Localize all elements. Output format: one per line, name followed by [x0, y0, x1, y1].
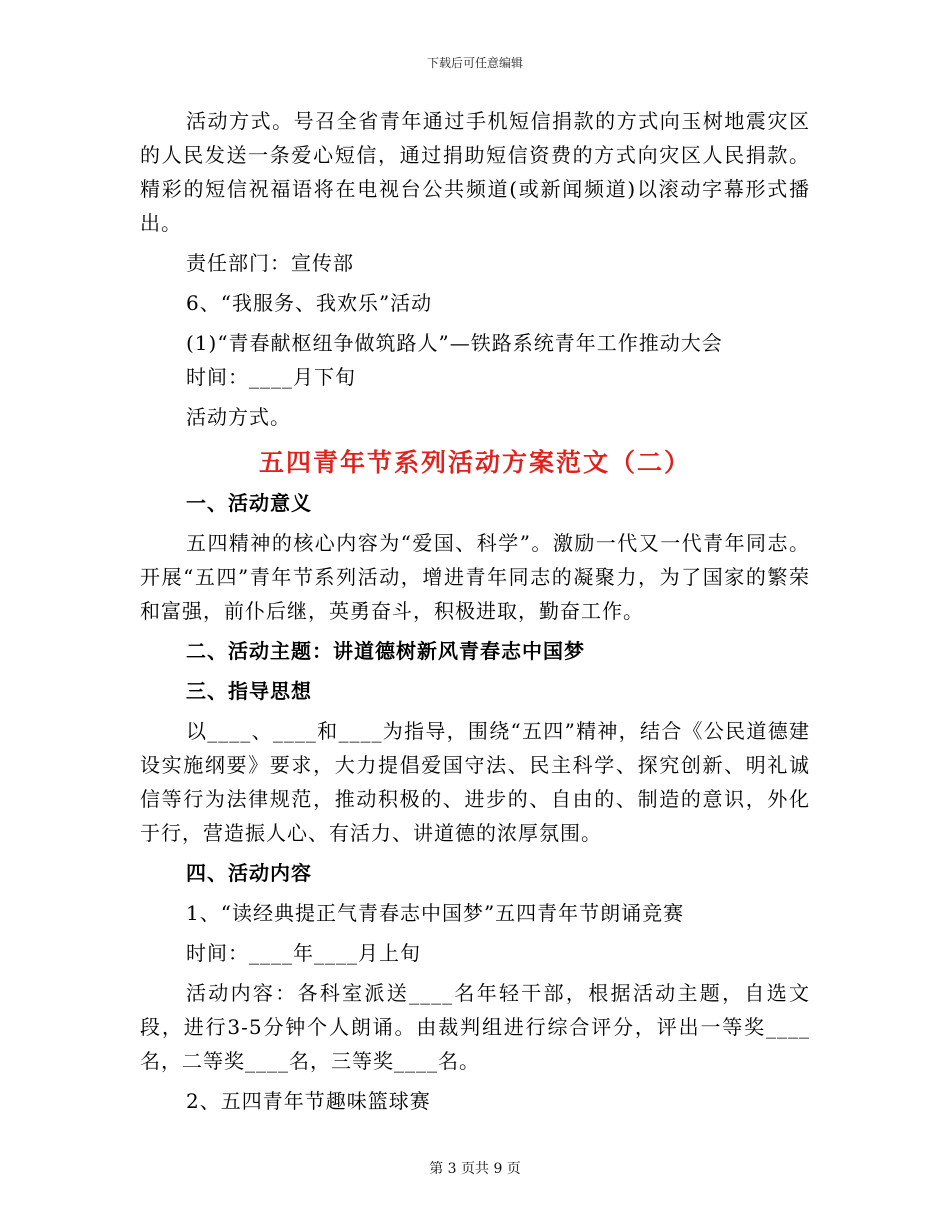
- paragraph: 责任部门：宣传部: [186, 251, 354, 275]
- paragraph: 时间：____月下旬: [186, 365, 356, 389]
- paragraph: 活动方式。号召全省青年通过手机短信捐款的方式向玉树地震灾区的人民发送一条爱心短信，通过捐助短信资费的方式向灾区人民捐款。精彩的短信祝福语将在电视台公共频道(或新闻频道)以滚动字幕形式播出。: [140, 109, 810, 235]
- page-header: 下载后可任意编辑: [426, 56, 523, 70]
- paragraph: 时间：____年____月上旬: [186, 941, 421, 965]
- document-body: [140, 104, 810, 1118]
- paragraph: 五四精神的核心内容为“爱国、科学”。激励一代又一代青年同志。开展“五四”青年节系列活动，增进青年同志的凝聚力，为了国家的繁荣和富强，前仆后继，英勇奋斗，积极进取，勤奋工作。: [140, 531, 810, 623]
- paragraph: 2、五四青年节趣味篮球赛: [186, 1089, 431, 1113]
- section-heading: 二、活动主题：讲道德树新风青春志中国梦: [186, 639, 585, 663]
- paragraph: 1、“读经典提正气青春志中国梦”五四青年节朗诵竞赛: [186, 901, 685, 925]
- paragraph: 6、“我服务、我欢乐”活动: [186, 291, 433, 315]
- page-footer: 第 3 页共 9 页: [429, 1161, 521, 1177]
- paragraph: 活动方式。: [186, 405, 291, 429]
- section-heading: 三、指导思想: [186, 679, 312, 703]
- paragraph: (1)“青春献枢纽争做筑路人”—铁路系统青年工作推动大会: [186, 331, 723, 355]
- paragraph: 以____、____和____为指导，围绕“五四”精神，结合《公民道德建设实施纲要》要求，大力提倡爱国守法、民主科学、探究创新、明礼诚信等行为法律规范，推动积极的、进步的、自由的、制造的意识，外化于行，营造振人心、有活力、讲道德的浓厚氛围。: [140, 719, 810, 845]
- section-heading: 四、活动内容: [186, 861, 312, 885]
- paragraph: 活动内容：各科室派送____名年轻干部，根据活动主题，自选文段，进行3-5分钟个人朗诵。由裁判组进行综合评分，评出一等奖____名，二等奖____名，三等奖____名。: [140, 981, 810, 1073]
- section-heading: 一、活动意义: [186, 491, 312, 515]
- section-title: 五四青年节系列活动方案范文（二）: [258, 448, 691, 477]
